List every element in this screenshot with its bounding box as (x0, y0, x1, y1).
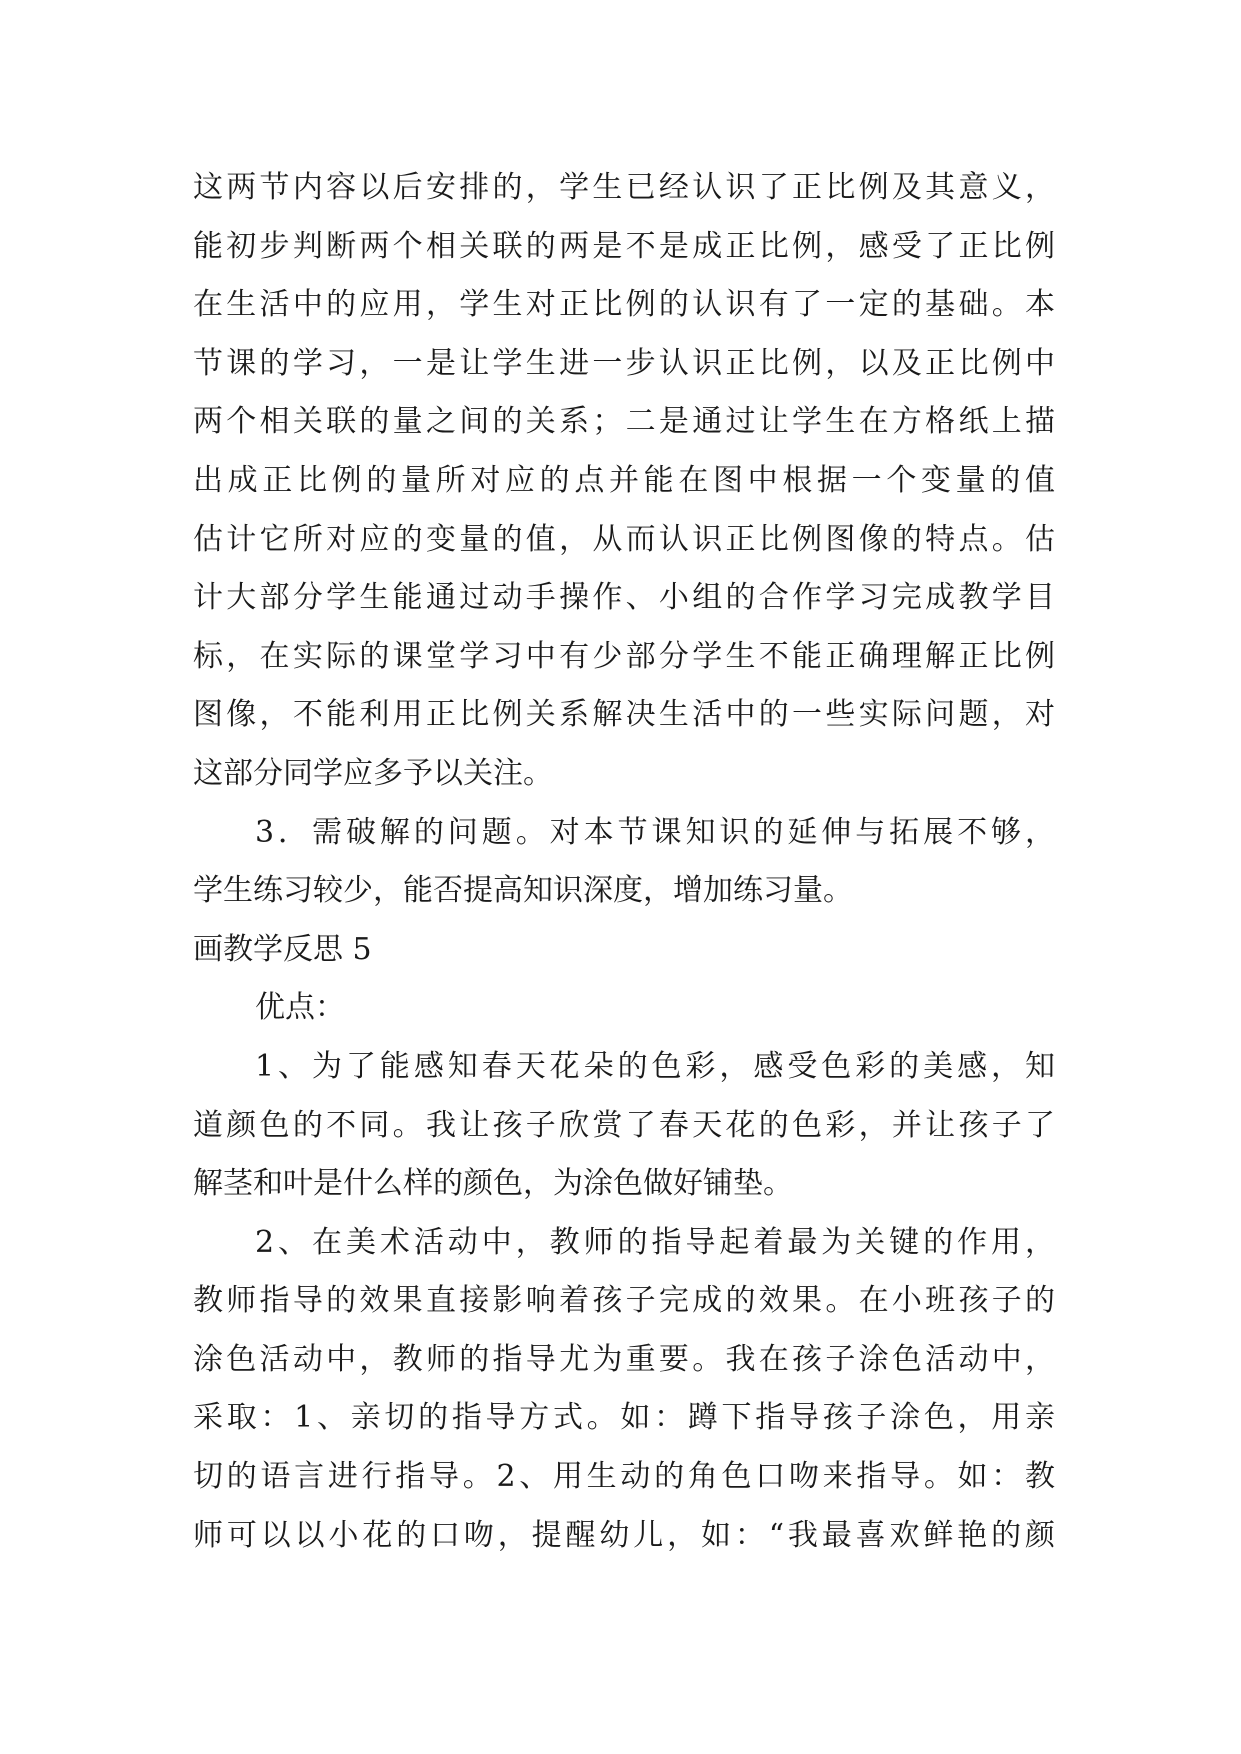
paragraph-line: 2、在美术活动中，教师的指导起着最为关键的作用， (255, 1224, 1055, 1260)
paragraph-line: 涂色活动中，教师的指导尤为重要。我在孩子涂色活动中， (193, 1341, 1055, 1377)
paragraph-line: 教师指导的效果直接影响着孩子完成的效果。在小班孩子的 (193, 1283, 1055, 1319)
paragraph-line: 道颜色的不同。我让孩子欣赏了春天花的色彩，并让孩子了 (193, 1107, 1055, 1143)
paragraph-line: 标，在实际的课堂学习中有少部分学生不能正确理解正比例 (193, 638, 1055, 674)
paragraph-line: 估计它所对应的变量的值，从而认识正比例图像的特点。估 (193, 521, 1055, 557)
paragraph-line: 计大部分学生能通过动手操作、小组的合作学习完成教学目 (193, 580, 1055, 616)
paragraph-line: 能初步判断两个相关联的两是不是成正比例，感受了正比例 (193, 228, 1055, 264)
paragraph-line: 3．需破解的问题。对本节课知识的延伸与拓展不够， (255, 814, 1055, 850)
paragraph-line: 出成正比例的量所对应的点并能在图中根据一个变量的值 (193, 462, 1055, 498)
paragraph-line: 学生练习较少，能否提高知识深度，增加练习量。 (193, 873, 853, 909)
paragraph-line: 师可以以小花的口吻，提醒幼儿，如：“我最喜欢鲜艳的颜 (193, 1517, 1055, 1553)
document-body (193, 159, 1055, 1565)
paragraph-line: 优点： (255, 990, 345, 1026)
paragraph-line: 采取：1、亲切的指导方式。如：蹲下指导孩子涂色，用亲 (193, 1400, 1055, 1436)
paragraph-line: 1、为了能感知春天花朵的色彩，感受色彩的美感，知 (255, 1048, 1055, 1084)
section-heading: 画教学反思 5 (193, 931, 372, 967)
paragraph-line: 节课的学习，一是让学生进一步认识正比例，以及正比例中 (193, 345, 1055, 381)
paragraph-line: 在生活中的应用，学生对正比例的认识有了一定的基础。本 (193, 287, 1055, 323)
paragraph-line: 图像，不能利用正比例关系解决生活中的一些实际问题，对 (193, 697, 1055, 733)
paragraph-line: 两个相关联的量之间的关系；二是通过让学生在方格纸上描 (193, 404, 1055, 440)
paragraph-line: 解茎和叶是什么样的颜色，为涂色做好铺垫。 (193, 1166, 793, 1202)
paragraph-line: 切的语言进行指导。2、用生动的角色口吻来指导。如：教 (193, 1459, 1055, 1495)
paragraph-line: 这部分同学应多予以关注。 (193, 755, 553, 791)
paragraph-line: 这两节内容以后安排的，学生已经认识了正比例及其意义， (193, 170, 1055, 205)
